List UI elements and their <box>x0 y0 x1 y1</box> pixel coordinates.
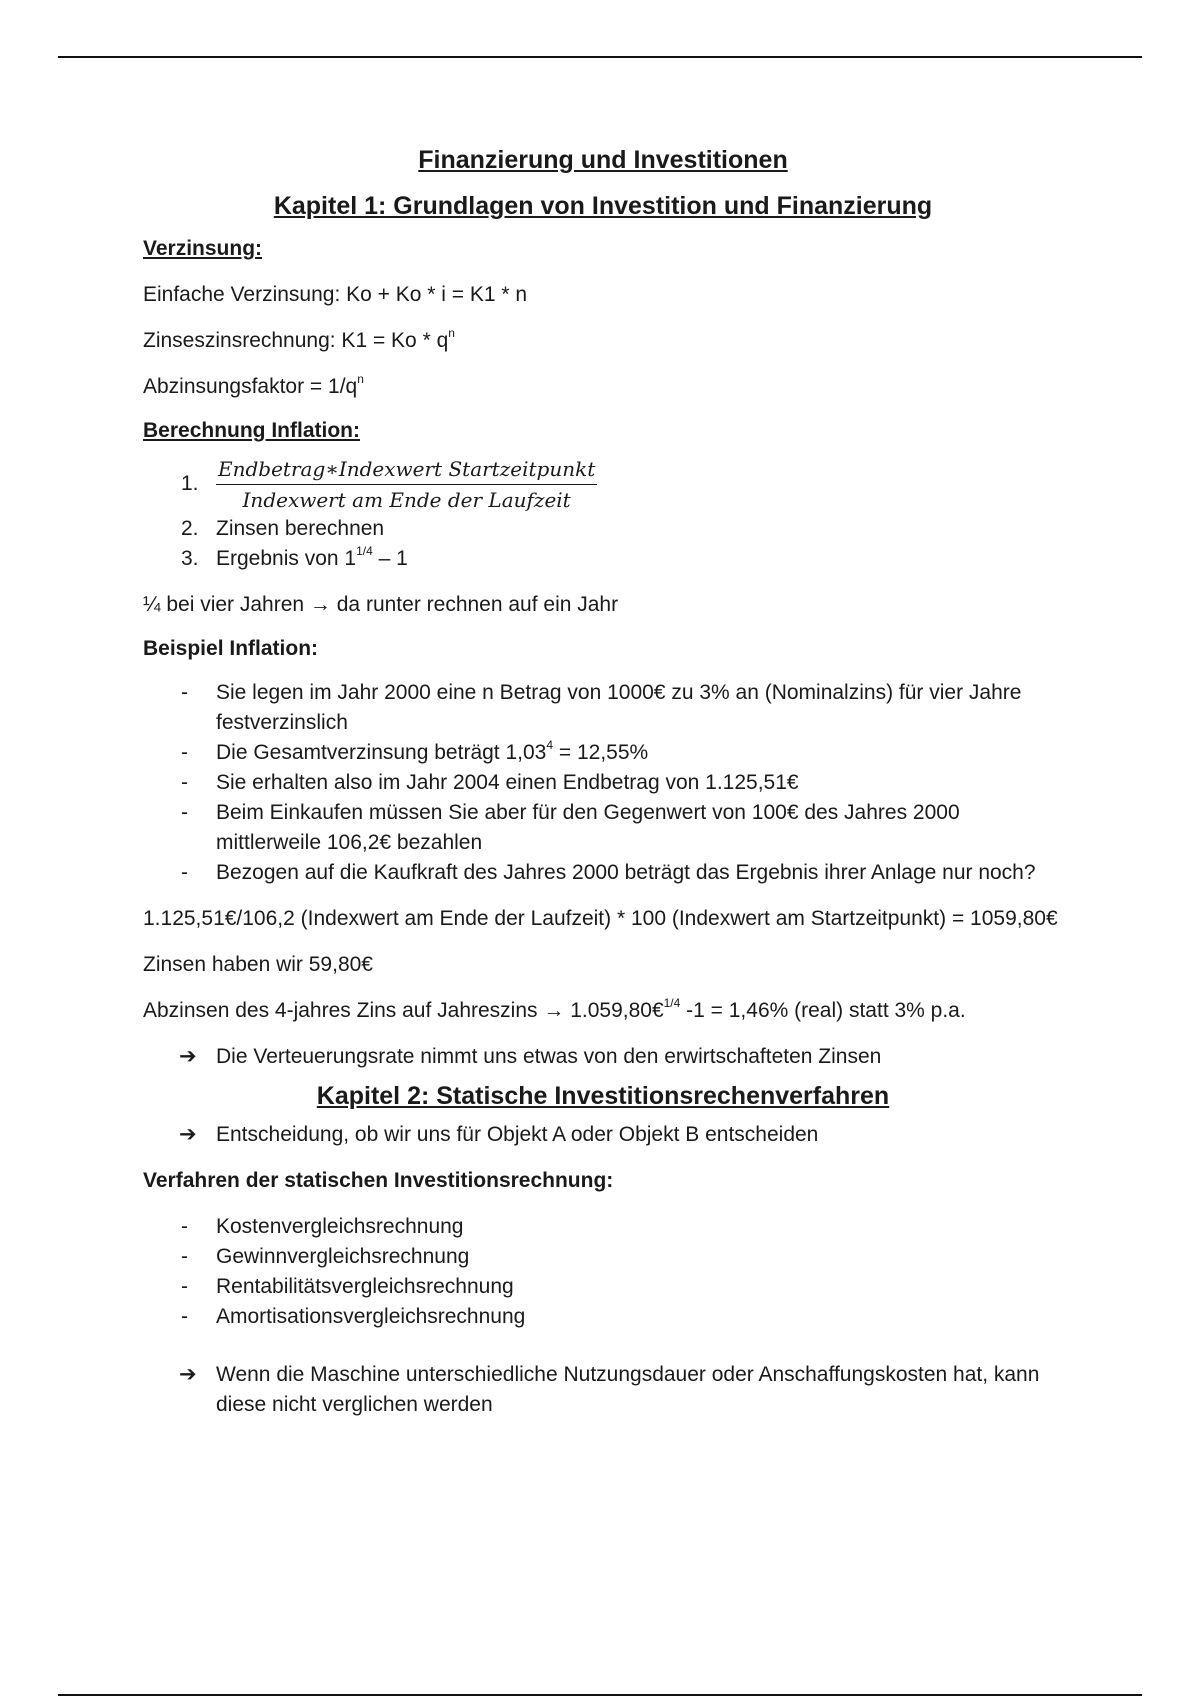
zinseszins-exponent: n <box>448 326 455 340</box>
verfahren-list <box>143 1212 1063 1332</box>
list-item <box>143 768 1063 798</box>
kaufkraft-calculation: 1.125,51€/106,2 (Indexwert am Ende der Laufzeit) * 100 (Indexwert am Startzeitpunkt) = 1059,80€ <box>143 907 1058 930</box>
item-text: Sie legen im Jahr 2000 eine n Betrag von 1000€ zu 3% an (Nominalzins) für vier Jahre festverzinslich <box>216 681 1022 734</box>
verfahren-note-list <box>143 1360 1063 1420</box>
list-item <box>143 678 1063 738</box>
step-number: 1. <box>181 472 199 495</box>
abzinsen-exponent: 1/4 <box>663 996 681 1010</box>
list-item <box>143 1272 1063 1302</box>
arrow-icon: ➔ <box>179 1123 197 1146</box>
item-text: Rentabilitätsvergleichsrechnung <box>216 1275 514 1298</box>
list-item <box>143 1360 1063 1420</box>
beispiel-heading: Beispiel Inflation: <box>143 637 319 660</box>
list-item <box>143 858 1063 888</box>
list-item <box>143 1302 1063 1332</box>
item-text: Bezogen auf die Kaufkraft des Jahres 2000 beträgt das Ergebnis ihrer Anlage nur noch? <box>216 861 1036 884</box>
item-text: Die Gesamtverzinsung beträgt 1,03 <box>216 741 547 764</box>
fraction-denominator: Indexwert am Ende der Laufzeit <box>242 487 571 512</box>
dash-bullet: - <box>181 1305 188 1328</box>
dash-bullet: - <box>181 801 188 824</box>
step-exponent: 1/4 <box>356 544 373 558</box>
verzinsung-heading: Verzinsung: <box>143 237 263 260</box>
list-item <box>143 544 1063 574</box>
arrow-icon: ➔ <box>179 1363 197 1386</box>
abzinsen-text: Abzinsen des 4-jahres Zins auf Jahreszins → 1.059,80€ <box>143 999 664 1022</box>
inflation-formula <box>216 454 1063 514</box>
item-text-tail: = 12,55% <box>553 741 649 764</box>
item-text: Sie erhalten also im Jahr 2004 einen Endbetrag von 1.125,51€ <box>216 771 799 794</box>
list-item <box>143 1042 1063 1072</box>
fraction <box>216 456 597 513</box>
item-text: Beim Einkaufen müssen Sie aber für den Gegenwert von 100€ des Jahres 2000 mittlerweile 106,2€ bezahlen <box>216 801 960 854</box>
zinsen-result: Zinsen haben wir 59,80€ <box>143 953 373 976</box>
dash-bullet: - <box>181 1215 188 1238</box>
item-text: Die Verteuerungsrate nimmt uns etwas von den erwirtschafteten Zinsen <box>216 1045 882 1068</box>
step-text: Zinsen berechnen <box>216 517 385 540</box>
chapter-2-title: Kapitel 2: Statische Investitionsrechenverfahren <box>316 1082 890 1110</box>
item-text: Entscheidung, ob wir uns für Objekt A oder Objekt B entscheiden <box>216 1123 819 1146</box>
list-item <box>143 454 1063 514</box>
item-text: Gewinnvergleichsrechnung <box>216 1245 470 1268</box>
list-item <box>143 1242 1063 1272</box>
step-text: Ergebnis von 1 <box>216 547 357 570</box>
dash-bullet: - <box>181 681 188 704</box>
list-item <box>143 1212 1063 1242</box>
step-number: 3. <box>181 547 199 570</box>
dash-bullet: - <box>181 1275 188 1298</box>
list-item <box>143 798 1063 858</box>
verfahren-heading: Verfahren der statischen Investitionsrechnung: <box>143 1169 614 1192</box>
zinseszins-text: Zinseszinsrechnung: K1 = Ko * q <box>143 329 449 352</box>
item-text: Kostenvergleichsrechnung <box>216 1215 464 1238</box>
beispiel-list <box>143 678 1063 888</box>
item-text: Wenn die Maschine unterschiedliche Nutzungsdauer oder Anschaffungskosten hat, kann diese nicht verglichen werden <box>216 1363 1040 1416</box>
chapter-1-title: Kapitel 1: Grundlagen von Investition und Finanzierung <box>273 192 933 220</box>
einfache-verzinsung: Einfache Verzinsung: Ko + Ko * i = K1 * n <box>143 283 528 306</box>
entscheidung-list <box>143 1120 1063 1150</box>
list-item <box>143 514 1063 544</box>
item-exponent: 4 <box>546 738 554 752</box>
inflation-steps <box>143 454 1063 574</box>
zinseszinsrechnung <box>143 326 1063 356</box>
document-page <box>143 140 1063 1420</box>
fraction-numerator: Endbetrag∗Indexwert Startzeitpunkt <box>216 456 597 485</box>
abzinsungsfaktor-text: Abzinsungsfaktor = 1/q <box>143 375 358 398</box>
inflation-note: ¼ bei vier Jahren → da runter rechnen auf ein Jahr <box>143 593 619 616</box>
inflation-heading: Berechnung Inflation: <box>143 419 360 442</box>
dash-bullet: - <box>181 1245 188 1268</box>
list-item <box>143 738 1063 768</box>
step-text-tail: – 1 <box>372 547 408 570</box>
arrow-icon: ➔ <box>179 1045 197 1068</box>
item-text: Amortisationsvergleichsrechnung <box>216 1305 526 1328</box>
abzinsen-calculation <box>143 996 1063 1026</box>
dash-bullet: - <box>181 861 188 884</box>
dash-bullet: - <box>181 741 188 764</box>
dash-bullet: - <box>181 771 188 794</box>
abzinsungsfaktor <box>143 372 1063 402</box>
step-number: 2. <box>181 517 199 540</box>
document-title: Finanzierung und Investitionen <box>418 146 788 174</box>
list-item <box>143 1120 1063 1150</box>
conclusion-list <box>143 1042 1063 1072</box>
abzinsungsfaktor-exponent: n <box>357 372 364 386</box>
abzinsen-text-tail: -1 = 1,46% (real) statt 3% p.a. <box>680 999 966 1022</box>
top-rule <box>58 56 1142 58</box>
bottom-rule <box>58 1694 1142 1696</box>
